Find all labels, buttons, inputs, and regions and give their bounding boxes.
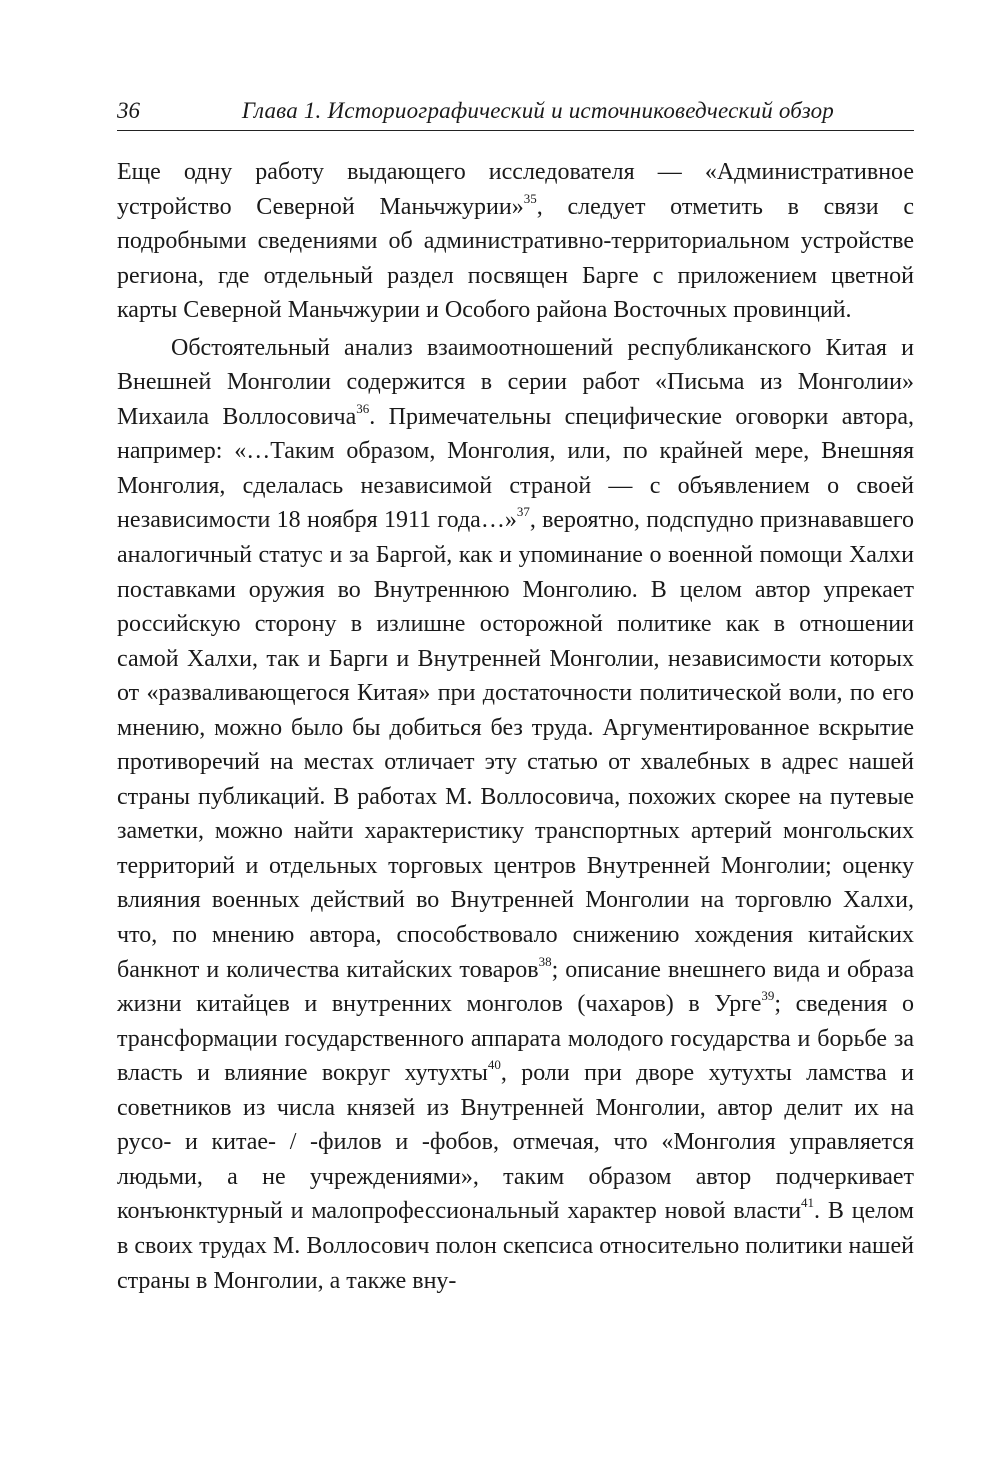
footnote-ref-36: 36: [356, 400, 370, 416]
text-segment: . В целом в своих трудах М. Воллосович полон скепсиса относительно политики нашей страны в Монголии, а также вну-: [117, 1198, 914, 1294]
text-segment: , роли при дворе хутухты ламства и советников из числа князей из Внутренней Монголии, автор делит их на русо- и китае- / -филов и -фобов, отмечая, что «Монголия управляется людьми, а не учреждениями», таким образом автор подчеркивает конъюнктурный и малопрофессиональный характер новой власти: [117, 1060, 915, 1225]
footnote-ref-41: 41: [801, 1195, 815, 1211]
text-segment: , следует отметить в связи с подробными сведениями об административно-территориальном устройстве региона, где отдельный раздел посвящен Барге с приложением цветной карты Северной Маньчжурии и Особого района Восточных провинций.: [117, 193, 914, 324]
text-segment: Еще одну работу выдающего исследователя — «Административное устройство Северной Маньчжурии»: [117, 159, 914, 220]
footnote-ref-38: 38: [538, 953, 552, 969]
footnote-ref-40: 40: [487, 1057, 501, 1073]
chapter-title: Глава 1. Историографический и источниковедческий обзор: [241, 98, 834, 123]
footnote-ref-39: 39: [761, 988, 775, 1004]
text-segment: , вероятно, подспудно признававшего аналогичный статус и за Баргой, как и упоминание о военной помощи Халхи поставками оружия во Внутреннюю Монголию. В целом автор упрекает российскую сторону в излишне осторожной политике как в отношении самой Халхи, так и Барги и Внутренней Монголии, независимости которых от «разваливающегося Китая» при достаточности политической воли, по его мнению, можно было бы добиться без труда. Аргументированное вскрытие противоречий на местах отличает эту статью от хвалебных в адрес нашей страны публикаций. В работах М. Воллосовича, похожих скорее на путевые заметки, можно найти характеристику транспортных артерий монгольских территорий и отдельных торговых центров Внутренней Монголии; оценку влияния военных действий во Внутренней Монголии на торговлю Халхи, что, по мнению автора, способствовало снижению хождения китайских банкнот и количества китайских товаров: [117, 507, 914, 983]
footnote-ref-37: 37: [516, 504, 530, 520]
text-segment: ; сведения о трансформации государственного аппарата молодого государства и борьбе за власть и влияние вокруг хутухты: [117, 991, 914, 1087]
footnote-ref-35: 35: [523, 190, 537, 206]
paragraph-2: [117, 331, 914, 1298]
text-segment: Обстоятельный анализ взаимоотношений республиканского Китая и Внешней Монголии содержится в серии работ «Письма из Монголии» Михаила Воллосовича: [117, 334, 914, 430]
body-text: [117, 155, 914, 1298]
paragraph-1: [117, 155, 914, 328]
text-segment: . Примечательны специфические оговорки автора, например: «…Таким образом, Монголия, или, по крайней мере, Внешняя Монголия, сделалась независимой страной — с объявлением о своей независимости 18 ноября 1911 года…»: [117, 403, 914, 534]
page-number: 36: [117, 98, 140, 123]
running-head: [117, 96, 914, 131]
text-segment: ; описание внешнего вида и образа жизни китайцев и внутренних монголов (чахаров) в Урге: [117, 956, 914, 1018]
